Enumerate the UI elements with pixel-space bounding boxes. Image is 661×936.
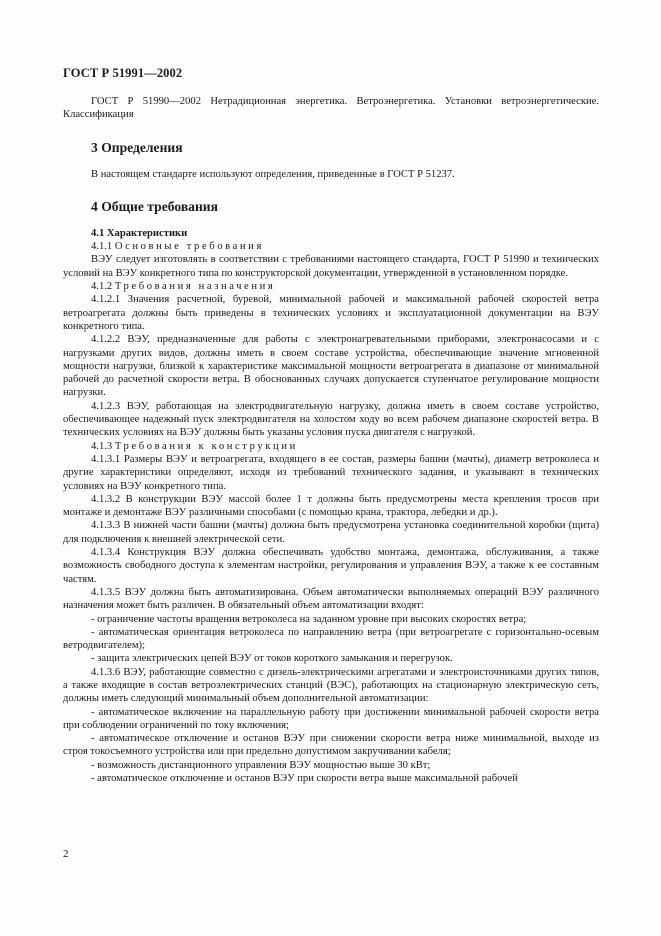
paragraph-4-1-3-6: 4.1.3.6 ВЭУ, работающие совместно с дизель-электрическими агрегатами и электроисточниками других типов, а также входящие в состав ветроэлектрических станций (ВЭС), работающих на стационарную электрическую сеть, должны иметь следующий минимальный объем дополнительной автоматизации: [63, 666, 599, 705]
list-item: - ограничение частоты вращения ветроколеса на заданном уровне при высоких скоростях ветра; [91, 613, 527, 625]
clause-title: Требования назначения [114, 281, 276, 293]
page-number: 2 [63, 848, 69, 860]
clause-number: 4.1.1 [91, 241, 113, 253]
clause-number: 4.1.3 [91, 440, 113, 452]
clause-number: 4.1.2 [91, 281, 113, 293]
paragraph-4-1-2-3: 4.1.2.3 ВЭУ, работающая на электродвигательную нагрузку, должна иметь в своем составе устройство, обеспечивающее надежный пуск электродвигателя на холостом ходу во всем рабочем диапазоне скоростей ветра. В технических условиях на ВЭУ должны быть указаны условия пуска двигателя с нагрузкой. [63, 400, 599, 439]
section-3-heading: 3 Определения [91, 139, 183, 155]
paragraph-4-1-1: ВЭУ следует изготовлять в соответствии с требованиями настоящего стандарта, ГОСТ Р 51990 и технических условий на ВЭУ конкретного типа по конструкторской документации, утвержденной в установленном порядке. [63, 254, 599, 279]
paragraph-4-1-3-2: 4.1.3.2 В конструкции ВЭУ массой более 1 т должны быть предусмотрены места крепления тросов при монтаже и демонтаже ВЭУ различными способами (с помощью крана, трактора, лебедки и др.). [63, 493, 599, 519]
subsection-4-1-heading: 4.1 Характеристики [91, 227, 188, 239]
clause-title: Основные требования [114, 241, 264, 253]
document-body [63, 95, 599, 785]
paragraph-4-1-2-2: 4.1.2.2 ВЭУ, предназначенные для работы с электронагревательными приборами, электронасосами и с нагрузками других видов, должны иметь в своем составе устройства, обеспечивающие значение мгновенной мощности нагрузки, близкой к характеристике максимальной мощности ветроагрегата в диапазоне от минимальной рабочей до расчетной скорости ветра. В обоснованных случаях допускается ступенчатое регулирование мощности нагрузки. [63, 334, 599, 399]
list-item: - возможность дистанционного управления ВЭУ мощностью выше 30 кВт; [91, 759, 431, 771]
clause-title: Требования к конструкции [114, 440, 298, 452]
paragraph-4-1-3-4: 4.1.3.4 Конструкция ВЭУ должна обеспечивать удобство монтажа, демонтажа, обслуживания, а также возможность свободного доступа к элементам настройки, регулирования и управления ВЭУ, а также к ее составным частям. [63, 547, 599, 585]
reference-paragraph: ГОСТ Р 51990—2002 Нетрадиционная энергетика. Ветроэнергетика. Установки ветроэнергетические. Классификация [63, 96, 599, 121]
clause-4-1-1-heading [63, 240, 599, 253]
list-item: - автоматическое включение на параллельную работу при достижении минимальной рабочей скорости ветра при соблюдении ограничений по току включения; [63, 706, 599, 731]
clause-4-1-2-heading [63, 280, 599, 293]
list-item: - защита электрических цепей ВЭУ от токов короткого замыкания и перегрузок. [91, 653, 453, 665]
clause-4-1-3-heading [63, 440, 599, 453]
list-item: - автоматическая ориентация ветроколеса по направлению ветра (при ветроагрегате с горизонтально-осевым ветродвигателем); [63, 626, 599, 652]
paragraph-4-1-2-1: 4.1.2.1 Значения расчетной, буревой, минимальной рабочей и максимальной рабочей скоростей ветра ветроагрегата должны быть приведены в технических условиях и эксплуатационной документации на ВЭУ конкретного типа. [63, 294, 599, 332]
running-header: ГОСТ Р 51991—2002 [63, 66, 183, 80]
list-item: - автоматическое отключение и останов ВЭУ при снижении скорости ветра ниже минимальной, выходе из строя токосъемного устройства или при предельно допустимом закручивании кабеля; [63, 733, 599, 758]
paragraph-4-1-3-3: 4.1.3.3 В нижней части башни (мачты) должна быть предусмотрена установка соединительной коробки (щита) для подключения к внешней электрической сети. [63, 520, 599, 545]
paragraph-4-1-3-5: 4.1.3.5 ВЭУ должна быть автоматизирована. Объем автоматически выполняемых операций ВЭУ различного назначения может быть различен. В обязательный объем автоматизации входят: [63, 586, 599, 612]
paragraph-4-1-3-1: 4.1.3.1 Размеры ВЭУ и ветроагрегата, входящего в ее состав, размеры башни (мачты), диаметр ветроколеса и другие характеристики определяют, исходя из требований технического задания, и указывают в технических условиях на ВЭУ конкретного типа. [63, 453, 599, 492]
section-3-text: В настоящем стандарте используют определения, приведенные в ГОСТ Р 51237. [91, 168, 455, 180]
list-item: - автоматическое отключение и останов ВЭУ при скорости ветра выше максимальной рабочей [91, 773, 518, 785]
section-4-heading: 4 Общие требования [91, 198, 218, 214]
